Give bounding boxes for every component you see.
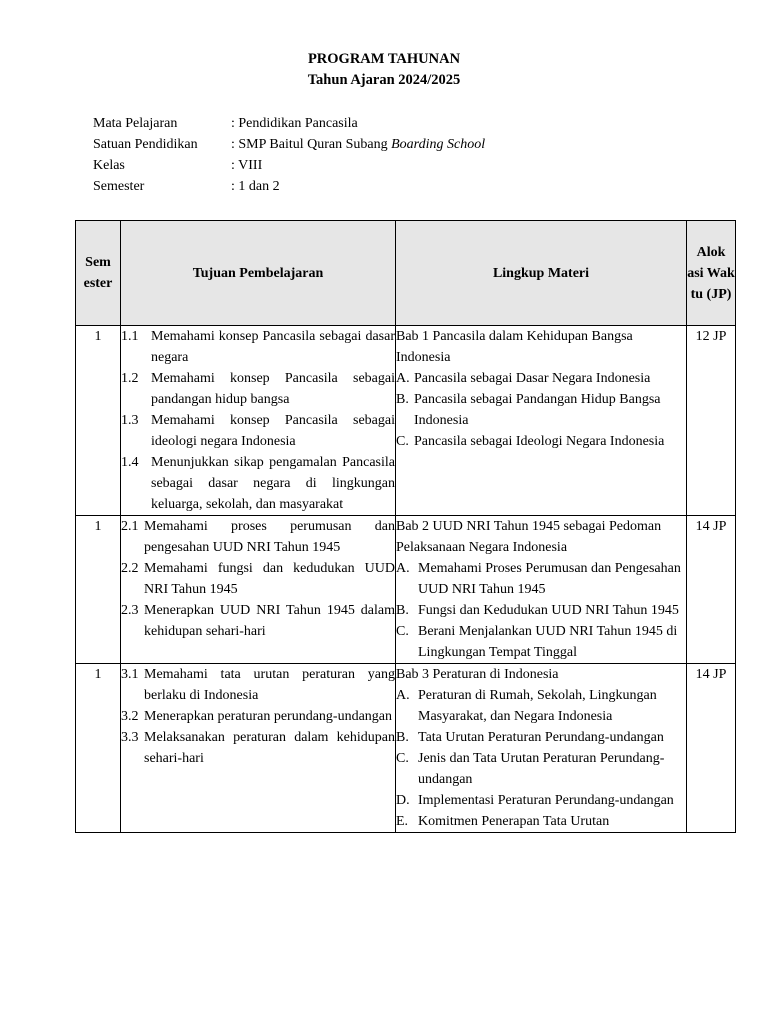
materi-text: Implementasi Peraturan Perundang-undangan <box>418 793 674 808</box>
materi-cell <box>396 664 687 833</box>
jp-cell: 14 JP <box>687 516 736 664</box>
materi-letter: A. <box>396 371 410 386</box>
materi-letter: C. <box>396 434 409 449</box>
materi-text: Pancasila sebagai Dasar Negara Indonesia <box>414 371 651 386</box>
chapter-title: Bab 1 Pancasila dalam Kehidupan Bangsa Indonesia <box>396 329 633 365</box>
objective-text: Memahami konsep Pancasila sebagai pandangan hidup bangsa <box>151 371 395 407</box>
objective-text: Menerapkan UUD NRI Tahun 1945 dalam kehidupan sehari-hari <box>144 603 395 639</box>
objective-text: Memahami konsep Pancasila sebagai ideologi negara Indonesia <box>151 413 395 449</box>
semester-cell: 1 <box>76 516 121 664</box>
objective-text: Memahami proses perumusan dan pengesahan UUD NRI Tahun 1945 <box>144 519 395 555</box>
objective-number: 3.1 <box>121 667 139 682</box>
identity-block <box>93 113 485 197</box>
materi-letter: D. <box>396 793 410 808</box>
objective-item <box>121 410 395 452</box>
info-row-class <box>93 155 485 176</box>
info-value: : VIII <box>231 158 263 173</box>
objective-number: 3.3 <box>121 730 139 745</box>
info-row-school <box>93 134 485 155</box>
info-label: Satuan Pendidikan <box>93 137 198 152</box>
objective-text: Memahami tata urutan peraturan yang berlaku di Indonesia <box>144 667 395 703</box>
materi-item <box>396 748 686 790</box>
materi-letter: B. <box>396 603 409 618</box>
header-alokasi: Alok asi Wak tu (JP) <box>687 221 736 326</box>
semester-cell: 1 <box>76 326 121 516</box>
table-row <box>76 664 736 833</box>
materi-text: Berani Menjalankan UUD NRI Tahun 1945 di Lingkungan Tempat Tinggal <box>418 624 678 660</box>
chapter-title: Bab 2 UUD NRI Tahun 1945 sebagai Pedoman Pelaksanaan Negara Indonesia <box>396 519 662 555</box>
materi-letter: E. <box>396 814 409 829</box>
objective-text: Melaksanakan peraturan dalam kehidupan sehari-hari <box>144 730 395 766</box>
objective-number: 3.2 <box>121 709 139 724</box>
objective-number: 1.2 <box>121 371 139 386</box>
chapter-title: Bab 3 Peraturan di Indonesia <box>396 667 559 682</box>
document-title: PROGRAM TAHUNAN <box>307 51 461 67</box>
materi-item <box>396 811 686 832</box>
jp-cell: 14 JP <box>687 664 736 833</box>
materi-text: Pancasila sebagai Pandangan Hidup Bangsa Indonesia <box>414 392 661 428</box>
materi-cell <box>396 516 687 664</box>
info-value: : Pendidikan Pancasila <box>231 116 358 131</box>
objective-item <box>121 452 395 515</box>
materi-letter: C. <box>396 624 409 639</box>
semester-cell: 1 <box>76 664 121 833</box>
materi-item <box>396 368 686 389</box>
objective-text: Memahami konsep Pancasila sebagai dasar negara <box>151 329 395 365</box>
materi-letter: B. <box>396 392 409 407</box>
info-row-subject <box>93 113 485 134</box>
objective-text: Menunjukkan sikap pengamalan Pancasila sebagai dasar negara di lingkungan keluarga, sekolah, dan masyarakat <box>151 455 395 512</box>
objective-text: Memahami fungsi dan kedudukan UUD NRI Tahun 1945 <box>144 561 395 597</box>
table-header-row <box>76 221 736 326</box>
objective-item <box>121 706 395 727</box>
objective-text: Menerapkan peraturan perundang-undangan <box>144 709 393 724</box>
materi-item <box>396 727 686 748</box>
info-label: Kelas <box>93 158 125 173</box>
materi-item <box>396 389 686 431</box>
materi-letter: A. <box>396 561 410 576</box>
materi-item <box>396 685 686 727</box>
materi-item <box>396 558 686 600</box>
objective-item <box>121 558 395 600</box>
header-materi: Lingkup Materi <box>396 221 687 326</box>
document-subtitle: Tahun Ajaran 2024/2025 <box>307 72 461 88</box>
objective-number: 1.1 <box>121 329 139 344</box>
info-row-semester <box>93 176 485 197</box>
info-value: : SMP Baitul Quran Subang Boarding School <box>231 137 486 152</box>
materi-text: Fungsi dan Kedudukan UUD NRI Tahun 1945 <box>418 603 679 618</box>
objective-item <box>121 600 395 642</box>
materi-cell <box>396 326 687 516</box>
materi-item <box>396 790 686 811</box>
materi-text: Jenis dan Tata Urutan Peraturan Perundang-undangan <box>418 751 665 787</box>
info-label: Semester <box>93 179 145 194</box>
materi-text: Pancasila sebagai Ideologi Negara Indonesia <box>414 434 665 449</box>
tujuan-cell <box>121 516 396 664</box>
materi-item <box>396 600 686 621</box>
table-row <box>76 326 736 516</box>
materi-text: Komitmen Penerapan Tata Urutan <box>418 814 610 829</box>
objective-item <box>121 664 395 706</box>
objective-item <box>121 727 395 769</box>
annual-program-table <box>75 220 736 833</box>
materi-text: Memahami Proses Perumusan dan Pengesahan UUD NRI Tahun 1945 <box>418 561 681 597</box>
materi-letter: C. <box>396 751 409 766</box>
objective-item <box>121 368 395 410</box>
header-tujuan: Tujuan Pembelajaran <box>121 221 396 326</box>
objective-number: 1.4 <box>121 455 139 470</box>
objective-item <box>121 326 395 368</box>
tujuan-cell <box>121 326 396 516</box>
objective-number: 1.3 <box>121 413 139 428</box>
materi-item <box>396 621 686 663</box>
materi-letter: B. <box>396 730 409 745</box>
info-value: : 1 dan 2 <box>231 179 280 194</box>
jp-cell: 12 JP <box>687 326 736 516</box>
objective-number: 2.2 <box>121 561 139 576</box>
materi-item <box>396 431 686 452</box>
tujuan-cell <box>121 664 396 833</box>
objective-number: 2.1 <box>121 519 139 534</box>
materi-text: Tata Urutan Peraturan Perundang-undangan <box>418 730 664 745</box>
materi-text: Peraturan di Rumah, Sekolah, Lingkungan Masyarakat, dan Negara Indonesia <box>418 688 657 724</box>
info-label: Mata Pelajaran <box>93 116 178 131</box>
header-semester: Sem ester <box>76 221 121 326</box>
objective-item <box>121 516 395 558</box>
table-row <box>76 516 736 664</box>
objective-number: 2.3 <box>121 603 139 618</box>
materi-letter: A. <box>396 688 410 703</box>
